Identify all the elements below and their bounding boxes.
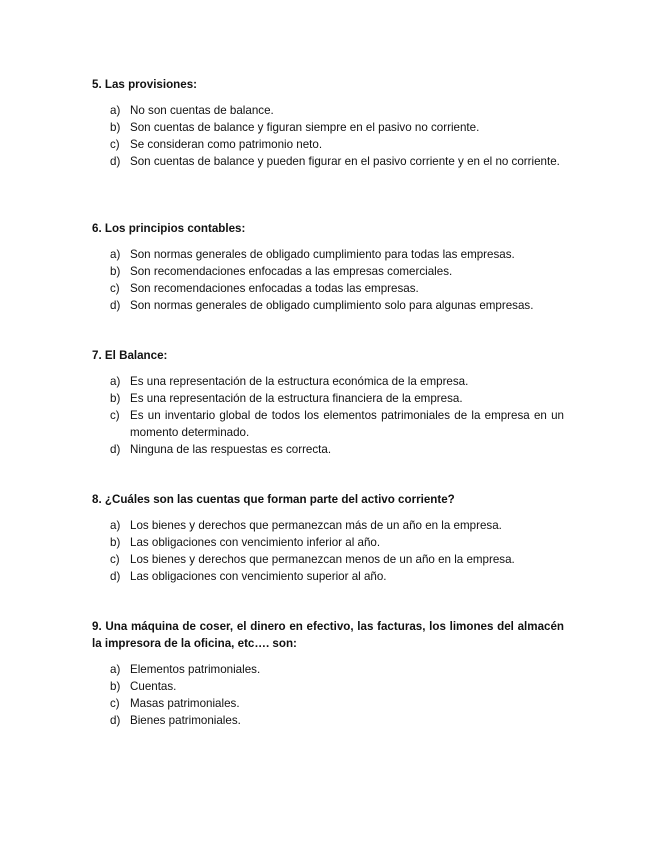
option-text: Ninguna de las respuestas es correcta. bbox=[130, 443, 332, 456]
option-letter: d) bbox=[110, 443, 121, 456]
option-letter: a) bbox=[110, 519, 121, 532]
option-d bbox=[92, 297, 564, 314]
option-text: Masas patrimoniales. bbox=[130, 697, 240, 710]
option-letter: a) bbox=[110, 248, 121, 261]
option-letter: d) bbox=[110, 714, 121, 727]
option-c bbox=[92, 551, 564, 568]
option-b bbox=[92, 678, 564, 695]
option-letter: b) bbox=[110, 265, 121, 278]
option-letter: b) bbox=[110, 536, 121, 549]
option-text: Son cuentas de balance y pueden figurar en el pasivo corriente y en el no corriente. bbox=[130, 155, 560, 168]
option-text: Bienes patrimoniales. bbox=[130, 714, 241, 727]
option-text: Las obligaciones con vencimiento inferior al año. bbox=[130, 536, 381, 549]
option-letter: b) bbox=[110, 680, 121, 693]
option-b bbox=[92, 119, 564, 136]
option-letter: d) bbox=[110, 155, 121, 168]
option-text: Son normas generales de obligado cumplimiento solo para algunas empresas. bbox=[130, 299, 534, 312]
option-d bbox=[92, 568, 564, 585]
option-text: Son normas generales de obligado cumplimiento para todas las empresas. bbox=[130, 248, 515, 261]
question-6 bbox=[92, 220, 564, 314]
option-letter: c) bbox=[110, 697, 120, 710]
option-a bbox=[92, 246, 564, 263]
option-text: Es una representación de la estructura económica de la empresa. bbox=[130, 375, 469, 388]
option-letter: c) bbox=[110, 553, 120, 566]
question-9 bbox=[92, 618, 564, 729]
options-list bbox=[92, 373, 564, 458]
question-title: 5. Las provisiones: bbox=[92, 78, 198, 91]
option-text: Los bienes y derechos que permanezcan menos de un año en la empresa. bbox=[130, 553, 515, 566]
option-text: Es una representación de la estructura financiera de la empresa. bbox=[130, 392, 463, 405]
option-a bbox=[92, 517, 564, 534]
option-text: Los bienes y derechos que permanezcan más de un año en la empresa. bbox=[130, 519, 502, 532]
question-8 bbox=[92, 491, 564, 585]
option-text: No son cuentas de balance. bbox=[130, 104, 274, 117]
option-text: Son recomendaciones enfocadas a todas las empresas. bbox=[130, 282, 419, 295]
option-text: Elementos patrimoniales. bbox=[130, 663, 261, 676]
options-list bbox=[92, 661, 564, 729]
option-letter: c) bbox=[110, 282, 120, 295]
option-c bbox=[92, 280, 564, 297]
question-title: 9. Una máquina de coser, el dinero en efectivo, las facturas, los limones del almacén la impresora de la oficina, etc…. son: bbox=[92, 620, 564, 650]
option-letter: a) bbox=[110, 375, 121, 388]
option-b bbox=[92, 534, 564, 551]
option-d bbox=[92, 153, 564, 170]
option-d bbox=[92, 712, 564, 729]
option-letter: a) bbox=[110, 104, 121, 117]
option-letter: d) bbox=[110, 299, 121, 312]
option-a bbox=[92, 373, 564, 390]
option-a bbox=[92, 661, 564, 678]
options-list bbox=[92, 517, 564, 585]
question-7 bbox=[92, 347, 564, 458]
option-letter: b) bbox=[110, 121, 121, 134]
option-text: Cuentas. bbox=[130, 680, 177, 693]
option-c bbox=[92, 136, 564, 153]
option-text: Se consideran como patrimonio neto. bbox=[130, 138, 323, 151]
option-letter: c) bbox=[110, 409, 120, 422]
option-text: Son recomendaciones enfocadas a las empresas comerciales. bbox=[130, 265, 453, 278]
option-text: Son cuentas de balance y figuran siempre en el pasivo no corriente. bbox=[130, 121, 480, 134]
option-letter: c) bbox=[110, 138, 120, 151]
option-letter: a) bbox=[110, 663, 121, 676]
option-text: Las obligaciones con vencimiento superior al año. bbox=[130, 570, 387, 583]
option-c bbox=[92, 407, 564, 441]
option-letter: d) bbox=[110, 570, 121, 583]
options-list bbox=[92, 102, 564, 170]
question-title: 8. ¿Cuáles son las cuentas que forman parte del activo corriente? bbox=[92, 493, 455, 506]
question-title: 6. Los principios contables: bbox=[92, 222, 246, 235]
options-list bbox=[92, 246, 564, 314]
option-b bbox=[92, 390, 564, 407]
option-a bbox=[92, 102, 564, 119]
question-5 bbox=[92, 76, 564, 170]
option-letter: b) bbox=[110, 392, 121, 405]
option-d bbox=[92, 441, 564, 458]
question-title: 7. El Balance: bbox=[92, 349, 168, 362]
option-b bbox=[92, 263, 564, 280]
option-text: Es un inventario global de todos los elementos patrimoniales de la empresa en un momento determinado. bbox=[130, 409, 564, 439]
option-c bbox=[92, 695, 564, 712]
